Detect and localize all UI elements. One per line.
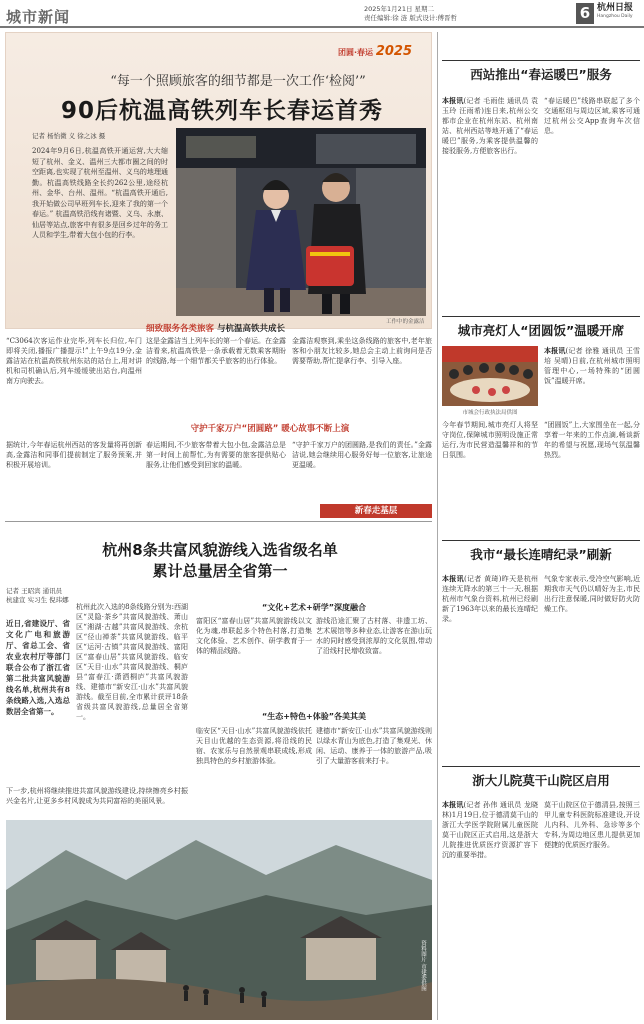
sunny-record-body-1: [442, 574, 538, 754]
childrens-hospital-body-2: 莫干山院区位于德清县,按照三甲儿童专科医院标准建设,开设儿内科、儿外科、急诊等多个专科,为周边地区患儿提供更加便捷的优质医疗服务。: [544, 801, 640, 849]
sunny-record-body-2: 气象专家表示,受冷空气影响,近期我市天气仍以晴好为主,市民出行注意保暖,同时做好防火防燥工作。: [544, 575, 640, 613]
lead-body-column-3: 金露洁观察到,乘坐这条线路的旅客中,老年旅客和小朋友比较多,她总会主动上前询问是否需要帮助,帮忙提拿行李、引导入座。: [292, 337, 432, 365]
west-station-headline[interactable]: 西站推出“春运暖巴”服务: [442, 60, 640, 83]
train-attendant-photo: [176, 128, 426, 316]
paper-name: 杭州日报: [597, 3, 634, 13]
tour-subhead-2: “生态+特色+体验”各美其美: [262, 712, 366, 721]
tour-body-column-1: 杭州此次入选的8条线路分别为:西湖区“灵隐·茶乡”共富风貌游线、萧山区“湘湖·古越”共富风貌游线、余杭区“径山禅茶”共富风貌游线、临平区“运河·古镇”共富风貌游线、富阳区“富春山居”共富风貌游线、临安区“天目·山水”共富风貌游线、桐庐县“富春江·潇洒桐庐”共富风貌游线、建德市“新安江·山水”共富风貌游线。截至目前,全市累计获评18条省级共富风貌游线,总量居全省第一。: [76, 603, 188, 721]
byline-label: 本报讯: [442, 800, 464, 809]
lamp-dinner-body-1: [544, 346, 640, 416]
lamp-dinner-caption: 市城会行政执法局供图: [462, 410, 518, 416]
lead-body-column-4: 据统计,今年春运杭州西站的客发量将再创新高,金露洁和同事们提前制定了服务预案,并积极开展培训。: [6, 441, 142, 469]
section-divider: [5, 521, 432, 522]
lead-subhead-1-red: 细致服务各类旅客: [146, 324, 215, 334]
lead-banner-label: 团圆·春运: [338, 48, 374, 57]
lead-banner-year: 2025: [375, 44, 413, 59]
masthead-meta: [364, 5, 570, 23]
column-divider: [437, 32, 438, 1020]
tour-byline: 记者 王昭宾 通讯员 杭建宣 实习生 倪玮娜: [6, 587, 69, 604]
lamp-dinner-headline[interactable]: 城市亮灯人“团圆饭”温暖开席: [442, 316, 640, 339]
group-dinner-photo: [442, 346, 538, 406]
tour-body-column-6: 下一步,杭州将继续推进共富风貌游线建设,持续擦亮乡村振兴金名片,让更多乡村风貌成为共同富裕的美丽风景。: [6, 787, 188, 805]
page-number: 6: [576, 3, 594, 24]
lead-photo[interactable]: [176, 128, 426, 316]
byline-label: 本报讯: [544, 346, 566, 355]
byline-label: 本报讯: [442, 96, 464, 105]
lead-photo-caption: 工作中的金露洁: [386, 319, 425, 325]
lamp-dinner-body-2: 今年春节期间,城市亮灯人将坚守岗位,保障城市照明设施正常运行,为市民营造温馨祥和的节日氛围。: [442, 421, 538, 459]
lead-intro-more: 杭温高铁沿线有诸暨、义乌、永康、仙居等站点,旅客中有很多是回乡过年的务工人员和学生,带着大包小包的行李。: [32, 210, 168, 239]
tour-subhead-1: “文化+艺术+研学”深度融合: [262, 603, 366, 612]
lead-intro-text: 2024年9月6日,杭温高铁开通运营,大大缩短了杭州、金义、温州三大都市圈之间的时空距离,也实现了杭州至温州、义乌的地理通勤。杭温高铁线路全长约262公里,途经杭州、金华、台州、温州。“杭温高铁开通后,我开始做公司早班列车长,迎来了我的第一个春运。”: [32, 147, 168, 218]
tour-body-column-5: 建德市“新安江·山水”共富风貌游线则以绿水青山为底色,打造了集观光、休闲、运动、康养于一体的旅游产品,吸引了大量游客前来打卡。: [316, 727, 432, 765]
tour-body-column-2: 富阳区“富春山居”共富风貌游线以文化为魂,串联起多个特色村落,打造集文化体验、艺术创作、研学教育于一体的精品线路。: [196, 617, 312, 655]
lead-headline[interactable]: 90后杭温高铁列车长春运首秀: [60, 98, 383, 124]
tour-photo[interactable]: [6, 820, 432, 1020]
childrens-hospital-headline[interactable]: 浙大儿院莫干山院区启用: [442, 766, 640, 789]
lead-quote: “每一个照顾旅客的细节都是一次工作‘检阅’”: [110, 74, 366, 89]
lead-subhead-1: [146, 322, 432, 334]
childrens-hospital-body-1: [442, 800, 538, 1020]
tour-headline[interactable]: [10, 540, 430, 582]
lamp-dinner-body-3: “团圆饭”上,大家围坐在一起,分享着一年来的工作点滴,畅谈新年的希望与祝愿,现场气氛温馨热烈。: [544, 421, 640, 459]
lead-subhead-2: 守护千家万户“团圆路” 暖心故事不断上演: [190, 424, 350, 434]
tour-body-column-3: 游线沿途汇聚了古村落、非遗工坊、艺术展馆等多种业态,让游客在游山玩水的同时感受到浓厚的文化氛围,带动了沿线村民增收致富。: [316, 617, 432, 655]
tour-photo-credit: 资料图片 市建委供图: [420, 940, 426, 992]
lead-banner: [338, 44, 412, 59]
tour-headline-line-2: 累计总量居全省第一: [152, 562, 288, 580]
paper-name-en: Hangzhou Daily: [597, 14, 633, 19]
scenic-village-photo: [6, 820, 432, 1020]
date-line: 2025年1月21日 星期二: [364, 5, 435, 13]
west-station-body-1: [442, 96, 538, 291]
lead-body-column-6: “守护千家万户的团圆路,是我们的责任。”金露洁说,她会继续用心服务好每一位旅客,让旅途更温暖。: [292, 441, 432, 469]
childrens-hospital-text-1: (记者 孙伟 通讯员 龙晓林)1月19日,位于德清莫干山的浙江大学医学院附属儿童医院莫干山院区正式启用,这是浙大儿院推进优质医疗资源扩容下沉的重要举措。: [442, 801, 538, 859]
masthead-rule: [0, 26, 644, 28]
lead-body-column-2: 这是金露洁当上列车长的第一个春运。在金露洁看来,杭温高铁是一条承载着无数乘客期盼的线路,每一个细节都关乎旅客的出行体验。: [146, 337, 286, 365]
byline-label: 本报讯: [442, 574, 464, 583]
lead-byline: 记者 杨怡微 义 徐之冰 摄: [32, 132, 106, 140]
sunny-record-text-1: (记者 黄琦)昨天是杭州连续无降水的第三十一天,根据杭州市气象台资料,杭州已经刷新了1963年以来的最长连晴纪录。: [442, 575, 538, 623]
tour-lede: 近日,省建设厅、省文化广电和旅游厅、省总工会、省农业农村厅等部门联合公布了浙江省第二批共富风貌游线名单,杭州共有8条线路入选,入选总数居全省第一。: [6, 619, 70, 716]
section-title: 城市新闻: [6, 8, 71, 26]
column-tag: 新春走基层: [320, 504, 432, 518]
tour-body-column-4: 临安区“天目·山水”共富风貌游线依托天目山优越的生态资源,将沿线的民宿、农家乐与自然景观串联成线,形成独具特色的乡村旅游体验。: [196, 727, 312, 765]
lamp-dinner-photo[interactable]: [442, 346, 538, 406]
lead-body-column-1: “C3064次客运作业完毕,列车长归位,车门即将关闭,播报广播提示!”上午9点19分,金露洁站在杭温高铁杭州东站的站台上,用对讲机和司机确认后,列车缓缓驶出站台,向温州南方向驶去。: [6, 337, 142, 385]
lead-body-column-5: 春运期间,不少旅客带着大包小包,金露洁总是第一时间上前帮忙,为有需要的旅客提供贴心服务,让他们感受到回家的温暖。: [146, 441, 286, 469]
tour-headline-line-1: 杭州8条共富风貌游线入选省级名单: [102, 541, 338, 559]
sunny-record-headline[interactable]: 我市“最长连晴纪录”刷新: [442, 540, 640, 563]
west-station-body-2: “春运暖巴”线路串联起了多个交通枢纽与周边区域,乘客可通过杭州公交App查询车次信息。: [544, 97, 640, 135]
lamp-dinner-text-1: (记者 徐雅 通讯员 王雪培 吴晴)日前,在杭州城市照明管理中心,一场特殊的“团圆饭”温暖开席。: [544, 347, 640, 385]
lead-intro: [32, 146, 168, 316]
editor-line: 责任编辑:徐 涟 版式设计:傅晋哲: [364, 14, 458, 22]
west-station-text-1: (记者 毛雨佳 通讯员 袁玉玲 汪雨希)连日来,杭州公交都市企业在杭州东站、杭州南站、杭州西站等地开通了“春运暖巴”服务,为乘客提供温馨的接驳服务,方便旅客出行。: [442, 97, 538, 155]
lead-subhead-1-black: 与杭温高铁共成长: [216, 324, 285, 334]
